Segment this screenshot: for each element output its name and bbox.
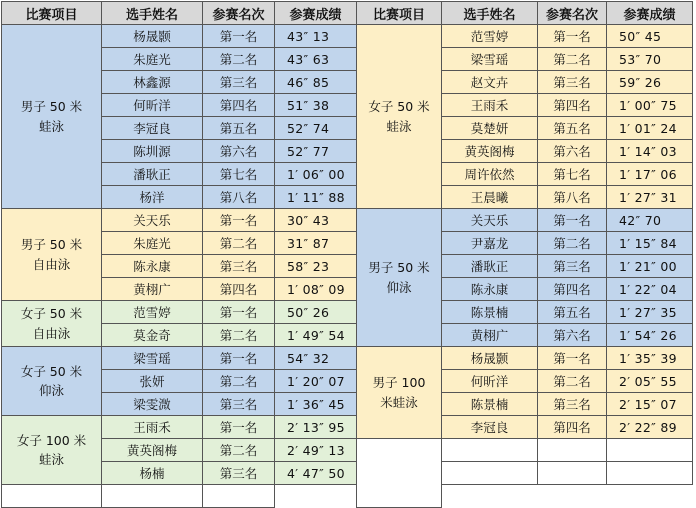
event-label-line: 女子 100 米: [16, 432, 87, 448]
table-row: [2, 140, 693, 163]
rank-cell: 第三名: [538, 71, 607, 94]
score-cell: 1′ 22″ 04: [607, 278, 693, 301]
score-cell: 2′ 13″ 95: [275, 416, 357, 439]
score-cell: 2′ 15″ 07: [607, 393, 693, 416]
table-row: [2, 370, 693, 393]
event-label-line: 男子 100: [372, 375, 426, 391]
athlete-name-cell: 张妍: [102, 370, 203, 393]
score-cell: 1′ 35″ 39: [607, 347, 693, 370]
rank-cell: 第一名: [538, 25, 607, 48]
header-row: [2, 2, 693, 25]
rank-cell: 第四名: [203, 278, 275, 301]
table-row: [2, 462, 693, 485]
score-cell: 51″ 38: [275, 94, 357, 117]
athlete-name-cell: 范雪婷: [102, 301, 203, 324]
header-event: 比赛项目: [357, 2, 442, 25]
event-label-line: 蛙泳: [38, 118, 64, 134]
rank-cell: 第七名: [538, 163, 607, 186]
athlete-name-cell: 黄英阁梅: [102, 439, 203, 462]
table-row: [2, 94, 693, 117]
score-cell: 31″ 87: [275, 232, 357, 255]
header-score: 参赛成绩: [275, 2, 357, 25]
table-row: [2, 232, 693, 255]
event-label-line: 仰泳: [386, 279, 412, 295]
athlete-name-cell: 朱庭光: [102, 48, 203, 71]
athlete-name-cell: 杨楠: [102, 462, 203, 485]
header-name: 选手姓名: [442, 2, 538, 25]
score-cell: 58″ 23: [275, 255, 357, 278]
athlete-name-cell: 梁雪瑶: [102, 347, 203, 370]
score-cell: 2′ 49″ 13: [275, 439, 357, 462]
rank-cell: 第八名: [538, 186, 607, 209]
athlete-name-cell: 陈圳源: [102, 140, 203, 163]
header-event: 比赛项目: [2, 2, 102, 25]
rank-cell: 第五名: [203, 117, 275, 140]
rank-cell: 第四名: [538, 278, 607, 301]
score-cell: 1′ 27″ 31: [607, 186, 693, 209]
rank-cell: 第一名: [538, 347, 607, 370]
rank-cell: 第三名: [203, 393, 275, 416]
score-cell: 1′ 00″ 75: [607, 94, 693, 117]
rank-cell: 第三名: [203, 462, 275, 485]
score-cell: 1′ 01″ 24: [607, 117, 693, 140]
score-cell: 50″ 26: [275, 301, 357, 324]
rank-cell: 第六名: [538, 140, 607, 163]
athlete-name-cell: 杨洋: [102, 186, 203, 209]
header-rank: 参赛名次: [538, 2, 607, 25]
table-row: [2, 416, 693, 439]
event-cell: [357, 439, 442, 508]
rank-cell: 第三名: [203, 255, 275, 278]
athlete-name-cell: 黄栩广: [102, 278, 203, 301]
score-cell: 1′ 49″ 54: [275, 324, 357, 347]
table-row: [2, 347, 693, 370]
score-cell: 2′ 22″ 89: [607, 416, 693, 439]
athlete-name-cell: 何昕洋: [442, 370, 538, 393]
score-cell: 43″ 63: [275, 48, 357, 71]
rank-cell: 第四名: [203, 94, 275, 117]
rank-cell: 第二名: [203, 232, 275, 255]
athlete-name-cell: 潘耿正: [442, 255, 538, 278]
table-row: [2, 324, 693, 347]
athlete-name-cell: 梁雯溦: [102, 393, 203, 416]
score-cell: 2′ 05″ 55: [607, 370, 693, 393]
score-cell: 42″ 70: [607, 209, 693, 232]
header-score: 参赛成绩: [607, 2, 693, 25]
header-rank: 参赛名次: [203, 2, 275, 25]
table-row: [2, 186, 693, 209]
rank-cell: 第一名: [203, 416, 275, 439]
score-cell: 54″ 32: [275, 347, 357, 370]
event-cell: [2, 347, 102, 416]
athlete-name-cell: 陈永康: [442, 278, 538, 301]
rank-cell: 第一名: [203, 25, 275, 48]
rank-cell: 第三名: [203, 71, 275, 94]
score-cell: 1′ 27″ 35: [607, 301, 693, 324]
table-row: [2, 25, 693, 48]
event-cell: [357, 209, 442, 347]
event-label-line: 自由泳: [32, 325, 71, 341]
table-row: [2, 278, 693, 301]
athlete-name-cell: 王雨禾: [102, 416, 203, 439]
score-cell: 1′ 20″ 07: [275, 370, 357, 393]
athlete-name-cell: 关天乐: [442, 209, 538, 232]
score-cell: [607, 439, 693, 462]
score-cell: 1′ 17″ 06: [607, 163, 693, 186]
score-cell: 52″ 74: [275, 117, 357, 140]
rank-cell: 第二名: [203, 439, 275, 462]
score-cell: 1′ 08″ 09: [275, 278, 357, 301]
rank-cell: 第四名: [538, 416, 607, 439]
table-row: [2, 255, 693, 278]
athlete-name-cell: 莫金奇: [102, 324, 203, 347]
score-cell: 1′ 11″ 88: [275, 186, 357, 209]
score-cell: [607, 462, 693, 485]
score-cell: 1′ 14″ 03: [607, 140, 693, 163]
rank-cell: 第一名: [203, 209, 275, 232]
event-cell: [2, 25, 102, 209]
rank-cell: 第一名: [538, 209, 607, 232]
score-cell: 50″ 45: [607, 25, 693, 48]
event-label-line: 自由泳: [32, 256, 71, 272]
score-cell: 1′ 36″ 45: [275, 393, 357, 416]
score-cell: 59″ 26: [607, 71, 693, 94]
athlete-name-cell: 梁雪瑶: [442, 48, 538, 71]
rank-cell: 第二名: [203, 370, 275, 393]
rank-cell: 第三名: [538, 393, 607, 416]
event-label-line: 男子 50 米: [20, 99, 83, 115]
athlete-name-cell: 王雨禾: [442, 94, 538, 117]
table-row: [2, 209, 693, 232]
athlete-name-cell: 尹嘉龙: [442, 232, 538, 255]
table-row: [2, 393, 693, 416]
score-cell: 52″ 77: [275, 140, 357, 163]
rank-cell: [538, 439, 607, 462]
rank-cell: 第二名: [203, 48, 275, 71]
athlete-name-cell: 何昕洋: [102, 94, 203, 117]
rank-cell: 第一名: [203, 347, 275, 370]
event-label-line: 女子 50 米: [20, 306, 83, 322]
score-cell: 1′ 06″ 00: [275, 163, 357, 186]
athlete-name-cell: [442, 462, 538, 485]
athlete-name-cell: 杨晟颢: [102, 25, 203, 48]
rank-cell: 第三名: [538, 255, 607, 278]
athlete-name-cell: 黄栩广: [442, 324, 538, 347]
athlete-name-cell: 赵文卉: [442, 71, 538, 94]
rank-cell: 第六名: [203, 140, 275, 163]
athlete-name-cell: 陈景楠: [442, 301, 538, 324]
rank-cell: 第七名: [203, 163, 275, 186]
athlete-name-cell: 陈永康: [102, 255, 203, 278]
rank-cell: 第二名: [203, 324, 275, 347]
athlete-name-cell: 陈景楠: [442, 393, 538, 416]
rank-cell: 第五名: [538, 117, 607, 140]
athlete-name-cell: 关天乐: [102, 209, 203, 232]
table-row: [2, 117, 693, 140]
athlete-name-cell: 李冠良: [102, 117, 203, 140]
event-cell: [357, 347, 442, 439]
athlete-name-cell: 黄英阁梅: [442, 140, 538, 163]
score-cell: 30″ 43: [275, 209, 357, 232]
swim-results-table: [1, 1, 693, 508]
athlete-name-cell: 朱庭光: [102, 232, 203, 255]
score-cell: 46″ 85: [275, 71, 357, 94]
rank-cell: 第二名: [538, 370, 607, 393]
score-cell: 1′ 21″ 00: [607, 255, 693, 278]
score-cell: 1′ 15″ 84: [607, 232, 693, 255]
event-label-line: 米蛙泳: [380, 394, 418, 410]
athlete-name-cell: 周许依然: [442, 163, 538, 186]
table-row: [2, 163, 693, 186]
event-label-line: 女子 50 米: [368, 99, 430, 115]
athlete-name-cell: 杨晟颢: [442, 347, 538, 370]
event-label-line: 蛙泳: [38, 452, 64, 467]
athlete-name-cell: 莫楚妍: [442, 117, 538, 140]
rank-cell: 第四名: [538, 94, 607, 117]
event-label-line: 仰泳: [38, 383, 64, 398]
rank-cell: [538, 462, 607, 485]
rank-cell: 第二名: [538, 48, 607, 71]
table-row: [2, 301, 693, 324]
athlete-name-cell: 范雪婷: [442, 25, 538, 48]
rank-cell: 第八名: [203, 186, 275, 209]
score-cell: 53″ 70: [607, 48, 693, 71]
score-cell: 1′ 54″ 26: [607, 324, 693, 347]
athlete-name-cell: [442, 439, 538, 462]
event-label-line: 女子 50 米: [20, 363, 83, 379]
event-cell: [357, 25, 442, 209]
event-cell: [2, 416, 102, 485]
rank-cell: 第二名: [538, 232, 607, 255]
event-label-line: 蛙泳: [386, 118, 412, 134]
rank-cell: 第六名: [538, 324, 607, 347]
athlete-name-cell: 王晨曦: [442, 186, 538, 209]
event-cell: [2, 209, 102, 301]
event-label-line: 男子 50 米: [368, 260, 430, 276]
table-row: [2, 48, 693, 71]
header-name: 选手姓名: [102, 2, 203, 25]
athlete-name-cell: 潘耿正: [102, 163, 203, 186]
score-cell: 4′ 47″ 50: [275, 462, 357, 485]
athlete-name-cell: 林鑫源: [102, 71, 203, 94]
table-row: [2, 71, 693, 94]
event-cell: [2, 301, 102, 347]
rank-cell: 第五名: [538, 301, 607, 324]
rank-cell: 第一名: [203, 301, 275, 324]
table-row: [2, 439, 693, 462]
score-cell: 43″ 13: [275, 25, 357, 48]
event-label-line: 男子 50 米: [20, 237, 83, 253]
athlete-name-cell: 李冠良: [442, 416, 538, 439]
